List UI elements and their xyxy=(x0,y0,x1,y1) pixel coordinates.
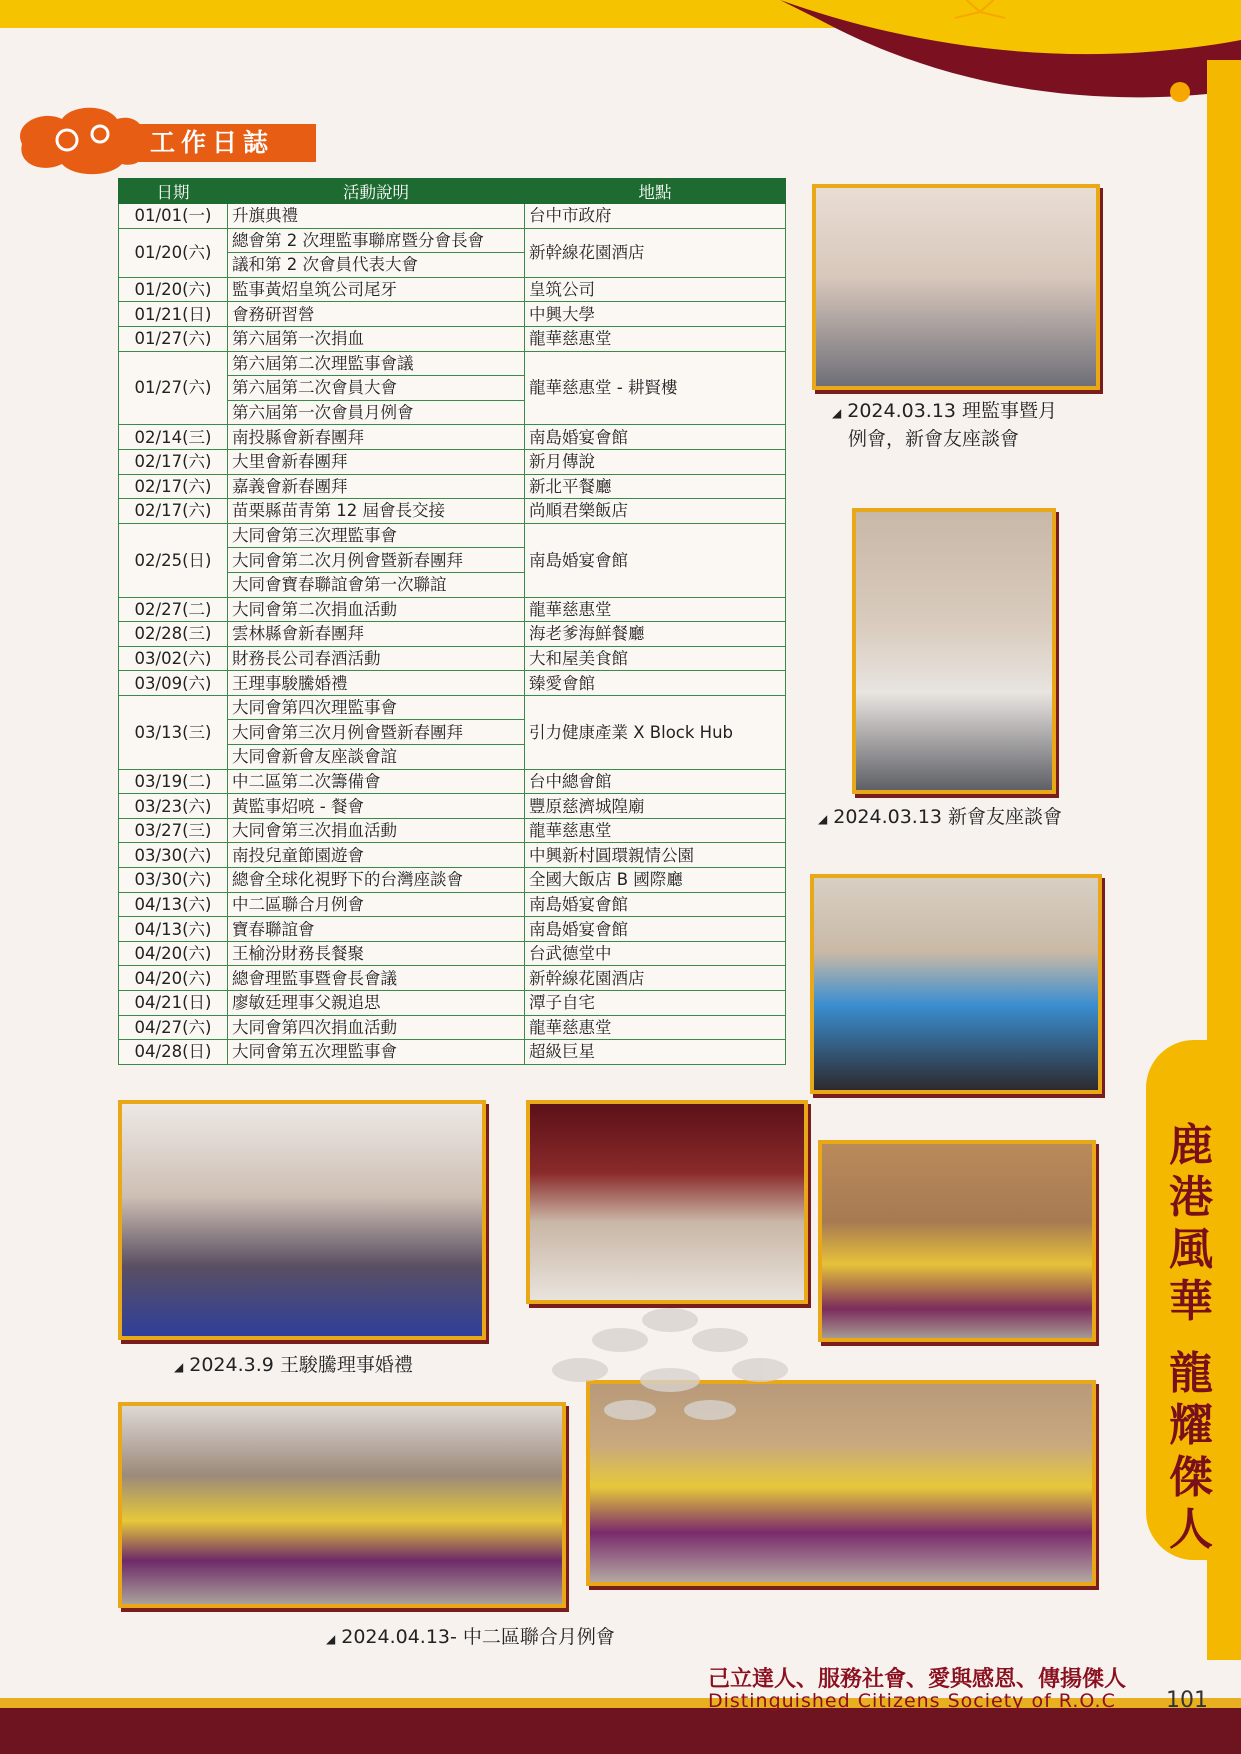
cell-activity: 中二區聯合月例會 xyxy=(228,892,525,917)
cell-place: 新幹線花園酒店 xyxy=(525,966,786,991)
table-row xyxy=(119,917,786,942)
cell-place: 南島婚宴會館 xyxy=(525,425,786,450)
cell-activity: 大同會第二次月例會暨新春團拜 xyxy=(228,548,525,573)
cell-date: 03/30(六) xyxy=(119,843,228,868)
cell-activity: 總會全球化視野下的台灣座談會 xyxy=(228,868,525,893)
cell-place: 龍華慈惠堂 xyxy=(525,818,786,843)
table-row xyxy=(119,622,786,647)
table-row xyxy=(119,991,786,1016)
table-row xyxy=(119,597,786,622)
table-row xyxy=(119,425,786,450)
page-number: 101 xyxy=(1166,1688,1208,1713)
cell-place: 南島婚宴會館 xyxy=(525,523,786,597)
cell-activity: 升旗典禮 xyxy=(228,204,525,229)
photo-group-blue-shirts xyxy=(810,874,1102,1094)
cell-place: 龍華慈惠堂 xyxy=(525,326,786,351)
cell-place: 新月傳說 xyxy=(525,449,786,474)
cell-date: 03/30(六) xyxy=(119,868,228,893)
photo-banquet-hall xyxy=(526,1100,808,1304)
cell-place: 超級巨星 xyxy=(525,1040,786,1065)
cell-activity: 第六屆第一次會員月例會 xyxy=(228,400,525,425)
triangle-icon: ◢ xyxy=(326,1632,336,1646)
cell-activity: 嘉義會新春團拜 xyxy=(228,474,525,499)
cell-place: 中興大學 xyxy=(525,302,786,327)
header-place: 地點 xyxy=(525,179,786,204)
table-row xyxy=(119,794,786,819)
cell-place: 龍華慈惠堂 xyxy=(525,597,786,622)
table-row xyxy=(119,941,786,966)
table-row xyxy=(119,351,786,376)
cell-date: 02/17(六) xyxy=(119,499,228,524)
cell-place: 中興新村圓環親情公園 xyxy=(525,843,786,868)
cell-date: 01/20(六) xyxy=(119,228,228,277)
flower-ornament-icon xyxy=(520,1280,820,1440)
cell-activity: 大同會第五次理監事會 xyxy=(228,1040,525,1065)
cell-activity: 議和第 2 次會員代表大會 xyxy=(228,253,525,278)
cell-activity: 大同會第三次月例會暨新春團拜 xyxy=(228,720,525,745)
cell-activity: 中二區第二次籌備會 xyxy=(228,769,525,794)
cell-activity: 王理事駿騰婚禮 xyxy=(228,671,525,696)
cell-place: 臻愛會館 xyxy=(525,671,786,696)
cell-activity: 寶春聯誼會 xyxy=(228,917,525,942)
footer-society-name: Distinguished Citizens Society of R.O.C xyxy=(708,1690,1116,1712)
cell-activity: 南投縣會新春團拜 xyxy=(228,425,525,450)
cell-date: 02/25(日) xyxy=(119,523,228,597)
cell-date: 04/13(六) xyxy=(119,917,228,942)
cell-activity: 第六屆第二次理監事會議 xyxy=(228,351,525,376)
photo-new-member-forum xyxy=(852,508,1056,794)
triangle-icon: ◢ xyxy=(832,406,842,420)
table-row xyxy=(119,499,786,524)
cell-date: 01/01(一) xyxy=(119,204,228,229)
cell-place: 新幹線花園酒店 xyxy=(525,228,786,277)
activity-log-table xyxy=(118,178,786,1065)
table-row xyxy=(119,646,786,671)
cell-activity: 南投兒童節園遊會 xyxy=(228,843,525,868)
photo-conference-hall-left xyxy=(118,1402,566,1608)
cell-date: 02/17(六) xyxy=(119,474,228,499)
cell-date: 04/28(日) xyxy=(119,1040,228,1065)
cell-activity: 雲林縣會新春團拜 xyxy=(228,622,525,647)
table-row xyxy=(119,1015,786,1040)
header-date: 日期 xyxy=(119,179,228,204)
caption-board-meeting: ◢ 2024.03.13 理監事暨月 例會，新會友座談會 xyxy=(832,400,1058,450)
cell-activity: 財務長公司春酒活動 xyxy=(228,646,525,671)
cell-date: 02/17(六) xyxy=(119,449,228,474)
caption-wedding: ◢ 2024.3.9 王駿騰理事婚禮 xyxy=(174,1354,413,1376)
photo-board-meeting xyxy=(812,184,1100,390)
section-title: 工作日誌 xyxy=(136,124,316,162)
table-row xyxy=(119,449,786,474)
cell-date: 04/27(六) xyxy=(119,1015,228,1040)
cell-place: 龍華慈惠堂 - 耕賢樓 xyxy=(525,351,786,425)
cell-place: 龍華慈惠堂 xyxy=(525,1015,786,1040)
cell-activity: 黃監事炤喨 - 餐會 xyxy=(228,794,525,819)
cell-date: 04/13(六) xyxy=(119,892,228,917)
cell-date: 03/13(三) xyxy=(119,695,228,769)
cell-activity: 大同會第四次捐血活動 xyxy=(228,1015,525,1040)
table-row xyxy=(119,671,786,696)
cell-date: 02/28(三) xyxy=(119,622,228,647)
cell-date: 03/27(三) xyxy=(119,818,228,843)
cell-date: 01/27(六) xyxy=(119,326,228,351)
cell-place: 皇筑公司 xyxy=(525,277,786,302)
header-activity: 活動說明 xyxy=(228,179,525,204)
cell-place: 台武德堂中 xyxy=(525,941,786,966)
table-header-row xyxy=(119,179,786,204)
table-row xyxy=(119,868,786,893)
table-row xyxy=(119,695,786,720)
cell-activity: 第六屆第二次會員大會 xyxy=(228,376,525,401)
cell-activity: 大里會新春團拜 xyxy=(228,449,525,474)
cell-place: 台中總會館 xyxy=(525,769,786,794)
table-row xyxy=(119,277,786,302)
table-row xyxy=(119,326,786,351)
cell-activity: 總會第 2 次理監事聯席暨分會長會 xyxy=(228,228,525,253)
table-row xyxy=(119,474,786,499)
footer-motto: 己立達人、服務社會、愛與感恩、傳揚傑人 xyxy=(708,1666,1127,1692)
table-row xyxy=(119,523,786,548)
bottom-band xyxy=(0,1708,1241,1754)
cell-date: 04/20(六) xyxy=(119,966,228,991)
cell-activity: 第六屆第一次捐血 xyxy=(228,326,525,351)
cell-date: 01/21(日) xyxy=(119,302,228,327)
cell-date: 02/14(三) xyxy=(119,425,228,450)
cell-date: 01/27(六) xyxy=(119,351,228,425)
cell-activity: 王榆汾財務長餐聚 xyxy=(228,941,525,966)
table-row xyxy=(119,892,786,917)
table-body xyxy=(119,204,786,1065)
caption-joint-monthly-meeting: ◢ 2024.04.13- 中二區聯合月例會 xyxy=(326,1626,615,1648)
cell-date: 02/27(二) xyxy=(119,597,228,622)
side-tab-text: 鹿 港 風 華 龍 耀 傑 人 xyxy=(1169,1120,1213,1555)
table-row xyxy=(119,228,786,253)
table-row xyxy=(119,966,786,991)
cell-date: 03/23(六) xyxy=(119,794,228,819)
table-row xyxy=(119,843,786,868)
cell-date: 04/21(日) xyxy=(119,991,228,1016)
cell-place: 海老爹海鮮餐廳 xyxy=(525,622,786,647)
triangle-icon: ◢ xyxy=(174,1360,184,1374)
cell-place: 豐原慈濟城隍廟 xyxy=(525,794,786,819)
cell-place: 南島婚宴會館 xyxy=(525,892,786,917)
caption-new-member-forum: ◢ 2024.03.13 新會友座談會 xyxy=(818,806,1063,828)
cell-activity: 苗栗縣苗青第 12 屆會長交接 xyxy=(228,499,525,524)
triangle-icon: ◢ xyxy=(818,812,828,826)
cell-place: 尚順君樂飯店 xyxy=(525,499,786,524)
photo-conference-hall-right xyxy=(818,1140,1096,1342)
cell-place: 新北平餐廳 xyxy=(525,474,786,499)
table-row xyxy=(119,818,786,843)
top-swoosh-decoration xyxy=(0,0,1241,110)
cell-activity: 廖敏廷理事父親追思 xyxy=(228,991,525,1016)
cell-activity: 大同會寶春聯誼會第一次聯誼 xyxy=(228,572,525,597)
cell-date: 03/02(六) xyxy=(119,646,228,671)
table-row xyxy=(119,769,786,794)
cell-activity: 大同會第二次捐血活動 xyxy=(228,597,525,622)
table-row xyxy=(119,204,786,229)
cell-place: 潭子自宅 xyxy=(525,991,786,1016)
cell-activity: 會務研習營 xyxy=(228,302,525,327)
table-row xyxy=(119,302,786,327)
cell-activity: 大同會第四次理監事會 xyxy=(228,695,525,720)
cell-place: 台中市政府 xyxy=(525,204,786,229)
cell-activity: 大同會第三次捐血活動 xyxy=(228,818,525,843)
cell-activity: 監事黃炤皇筑公司尾牙 xyxy=(228,277,525,302)
cell-date: 03/09(六) xyxy=(119,671,228,696)
cell-place: 全國大飯店 B 國際廳 xyxy=(525,868,786,893)
cell-activity: 總會理監事暨會長會議 xyxy=(228,966,525,991)
cell-activity: 大同會第三次理監事會 xyxy=(228,523,525,548)
cell-place: 大和屋美食館 xyxy=(525,646,786,671)
cell-date: 01/20(六) xyxy=(119,277,228,302)
cell-activity: 大同會新會友座談會誼 xyxy=(228,745,525,770)
cell-place: 引力健康產業 X Block Hub xyxy=(525,695,786,769)
table-row xyxy=(119,1040,786,1065)
cell-place: 南島婚宴會館 xyxy=(525,917,786,942)
cell-date: 04/20(六) xyxy=(119,941,228,966)
cell-date: 03/19(二) xyxy=(119,769,228,794)
photo-wedding xyxy=(118,1100,486,1340)
